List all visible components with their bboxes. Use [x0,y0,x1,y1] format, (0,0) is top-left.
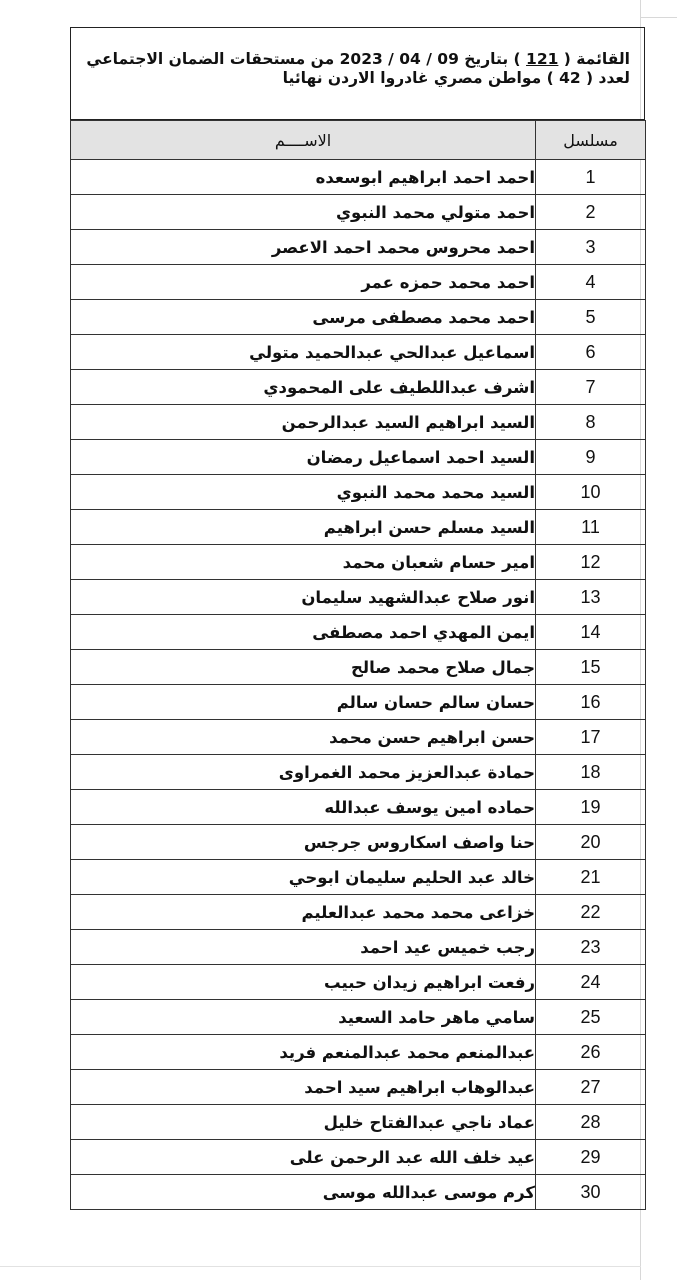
table-row [71,230,646,265]
row-serial: 20 [536,825,646,860]
row-serial: 6 [536,335,646,370]
row-name: اسماعيل عبدالحي عبدالحميد متولي [71,335,536,370]
row-name: حسن ابراهيم حسن محمد [71,720,536,755]
table-row [71,475,646,510]
row-serial: 29 [536,1140,646,1175]
row-serial: 18 [536,755,646,790]
page-edge-top [640,17,677,18]
header-prefix: القائمة ( [563,50,630,68]
row-name: السيد ابراهيم السيد عبدالرحمن [71,405,536,440]
row-serial: 28 [536,1105,646,1140]
row-serial: 4 [536,265,646,300]
table-row [71,615,646,650]
row-name: عيد خلف الله عبد الرحمن على [71,1140,536,1175]
row-name: رفعت ابراهيم زيدان حبيب [71,965,536,1000]
row-serial: 11 [536,510,646,545]
row-serial: 14 [536,615,646,650]
table-row [71,370,646,405]
row-name: السيد احمد اسماعيل رمضان [71,440,536,475]
row-name: عبدالمنعم محمد عبدالمنعم فريد [71,1035,536,1070]
row-name: احمد محمد مصطفى مرسى [71,300,536,335]
row-serial: 3 [536,230,646,265]
row-serial: 22 [536,895,646,930]
row-name: رجب خميس عيد احمد [71,930,536,965]
table-row [71,335,646,370]
row-serial: 17 [536,720,646,755]
row-serial: 1 [536,160,646,195]
table-row [71,825,646,860]
row-name: امير حسام شعبان محمد [71,545,536,580]
row-name: انور صلاح عبدالشهيد سليمان [71,580,536,615]
page-edge-bottom [0,1266,641,1267]
row-name: اشرف عبداللطيف على المحمودي [71,370,536,405]
table-row [71,1035,646,1070]
table-row [71,545,646,580]
row-serial: 27 [536,1070,646,1105]
row-serial: 5 [536,300,646,335]
row-name: احمد محروس محمد احمد الاعصر [71,230,536,265]
row-serial: 9 [536,440,646,475]
row-serial: 10 [536,475,646,510]
row-serial: 23 [536,930,646,965]
table-row [71,440,646,475]
row-name: السيد مسلم حسن ابراهيم [71,510,536,545]
row-name: كرم موسى عبدالله موسى [71,1175,536,1210]
table-row [71,755,646,790]
row-serial: 12 [536,545,646,580]
table-row [71,685,646,720]
table-row [71,195,646,230]
column-header-name: الاســــم [71,121,536,160]
row-serial: 30 [536,1175,646,1210]
row-name: احمد متولي محمد النبوي [71,195,536,230]
table-header-row [71,121,646,160]
row-serial: 19 [536,790,646,825]
list-number: 121 [526,50,559,68]
row-name: خالد عبد الحليم سليمان ابوحي [71,860,536,895]
table-row [71,860,646,895]
table-row [71,580,646,615]
row-serial: 21 [536,860,646,895]
row-name: حمادة عبدالعزيز محمد الغمراوى [71,755,536,790]
row-name: حنا واصف اسكاروس جرجس [71,825,536,860]
row-name: خزاعى محمد محمد عبدالعليم [71,895,536,930]
row-name: عماد ناجي عبدالفتاح خليل [71,1105,536,1140]
table-row [71,1000,646,1035]
table-row [71,895,646,930]
header-line-1 [81,50,630,69]
table-row [71,300,646,335]
row-serial: 25 [536,1000,646,1035]
row-name: احمد محمد حمزه عمر [71,265,536,300]
table-row [71,720,646,755]
table-row [71,405,646,440]
row-name: ايمن المهدي احمد مصطفى [71,615,536,650]
row-name: جمال صلاح محمد صالح [71,650,536,685]
table-row [71,1105,646,1140]
table-row [71,1140,646,1175]
names-table [70,120,646,1210]
table-row [71,160,646,195]
row-serial: 24 [536,965,646,1000]
header-date-text: ) بتاريخ 09 / 04 / 2023 من مستحقات الضمان الاجتماعي [86,50,521,68]
header-line-2: لعدد ( 42 ) مواطن مصري غادروا الاردن نهائيا [282,69,630,87]
row-name: حسان سالم حسان سالم [71,685,536,720]
row-serial: 2 [536,195,646,230]
table-row [71,650,646,685]
row-name: سامي ماهر حامد السعيد [71,1000,536,1035]
table-row [71,265,646,300]
document-header [70,27,645,120]
row-serial: 16 [536,685,646,720]
row-name: السيد محمد محمد النبوي [71,475,536,510]
table-row [71,790,646,825]
row-name: احمد احمد ابراهيم ابوسعده [71,160,536,195]
row-serial: 26 [536,1035,646,1070]
table-row [71,965,646,1000]
row-serial: 13 [536,580,646,615]
row-serial: 8 [536,405,646,440]
table-body [71,160,646,1210]
table-row [71,930,646,965]
row-name: حماده امين يوسف عبدالله [71,790,536,825]
table-row [71,1070,646,1105]
table-row [71,510,646,545]
row-serial: 15 [536,650,646,685]
column-header-serial: مسلسل [536,121,646,160]
row-name: عبدالوهاب ابراهيم سيد احمد [71,1070,536,1105]
table-row [71,1175,646,1210]
row-serial: 7 [536,370,646,405]
